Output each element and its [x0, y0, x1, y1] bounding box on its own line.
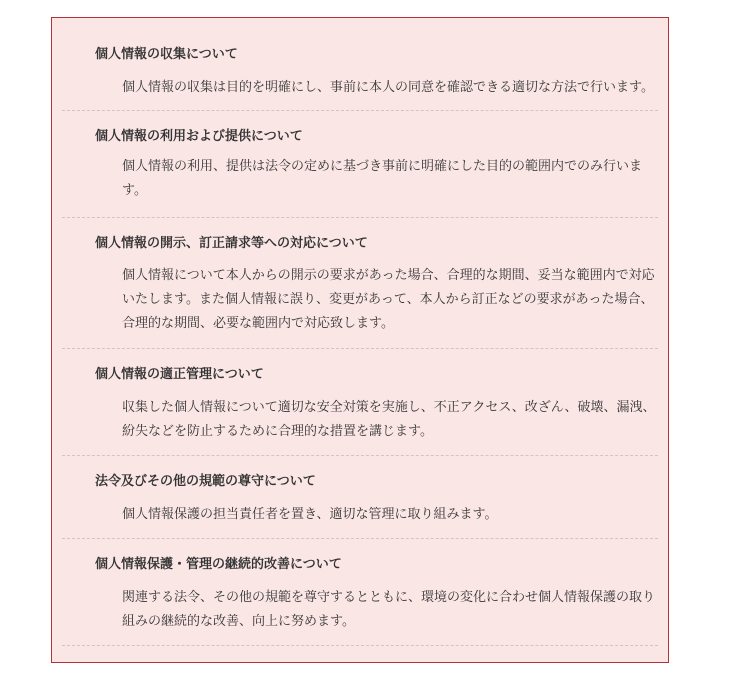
section-body: 個人情報の利用、提供は法令の定めに基づき事前に明確にした目的の範囲内でのみ行います。 — [122, 159, 643, 198]
section-title: 法令及びその他の規範の尊守について — [95, 474, 316, 489]
policy-section-use-provision — [62, 111, 658, 218]
section-title: 個人情報保護・管理の継続的改善について — [95, 557, 342, 572]
section-body: 個人情報の収集は目的を明確にし、事前に本人の同意を確認できる適切な方法で行います。 — [122, 80, 654, 95]
section-body: 関連する法令、その他の規範を尊守するとともに、環境の変化に合わせ個人情報保護の取り組みの継続的な改善、向上に努めます。 — [122, 590, 656, 629]
section-title: 個人情報の開示、訂正請求等への対応について — [95, 236, 368, 251]
section-title: 個人情報の利用および提供について — [95, 129, 303, 144]
policy-section-improvement — [62, 539, 658, 646]
section-title: 個人情報の収集について — [95, 47, 238, 62]
section-body: 個人情報保護の担当責任者を置き、適切な管理に取り組みます。 — [122, 507, 498, 522]
policy-section-collection — [62, 18, 658, 111]
policy-section-disclosure — [62, 218, 658, 349]
policy-section-compliance — [62, 456, 658, 539]
section-body: 収集した個人情報について適切な安全対策を実施し、不正アクセス、改ざん、破壊、漏洩、紛失などを防止するために合理的な措置を講じます。 — [122, 400, 656, 439]
policy-section-management — [62, 349, 658, 456]
section-body: 個人情報について本人からの開示の要求があった場合、合理的な期間、妥当な範囲内で対応いたします。また個人情報に誤り、変更があって、本人から訂正などの要求があった場合、合理的な期間、必要な範囲内で対応致します。 — [122, 268, 655, 331]
privacy-policy-box — [51, 17, 669, 663]
section-title: 個人情報の適正管理について — [95, 367, 264, 382]
